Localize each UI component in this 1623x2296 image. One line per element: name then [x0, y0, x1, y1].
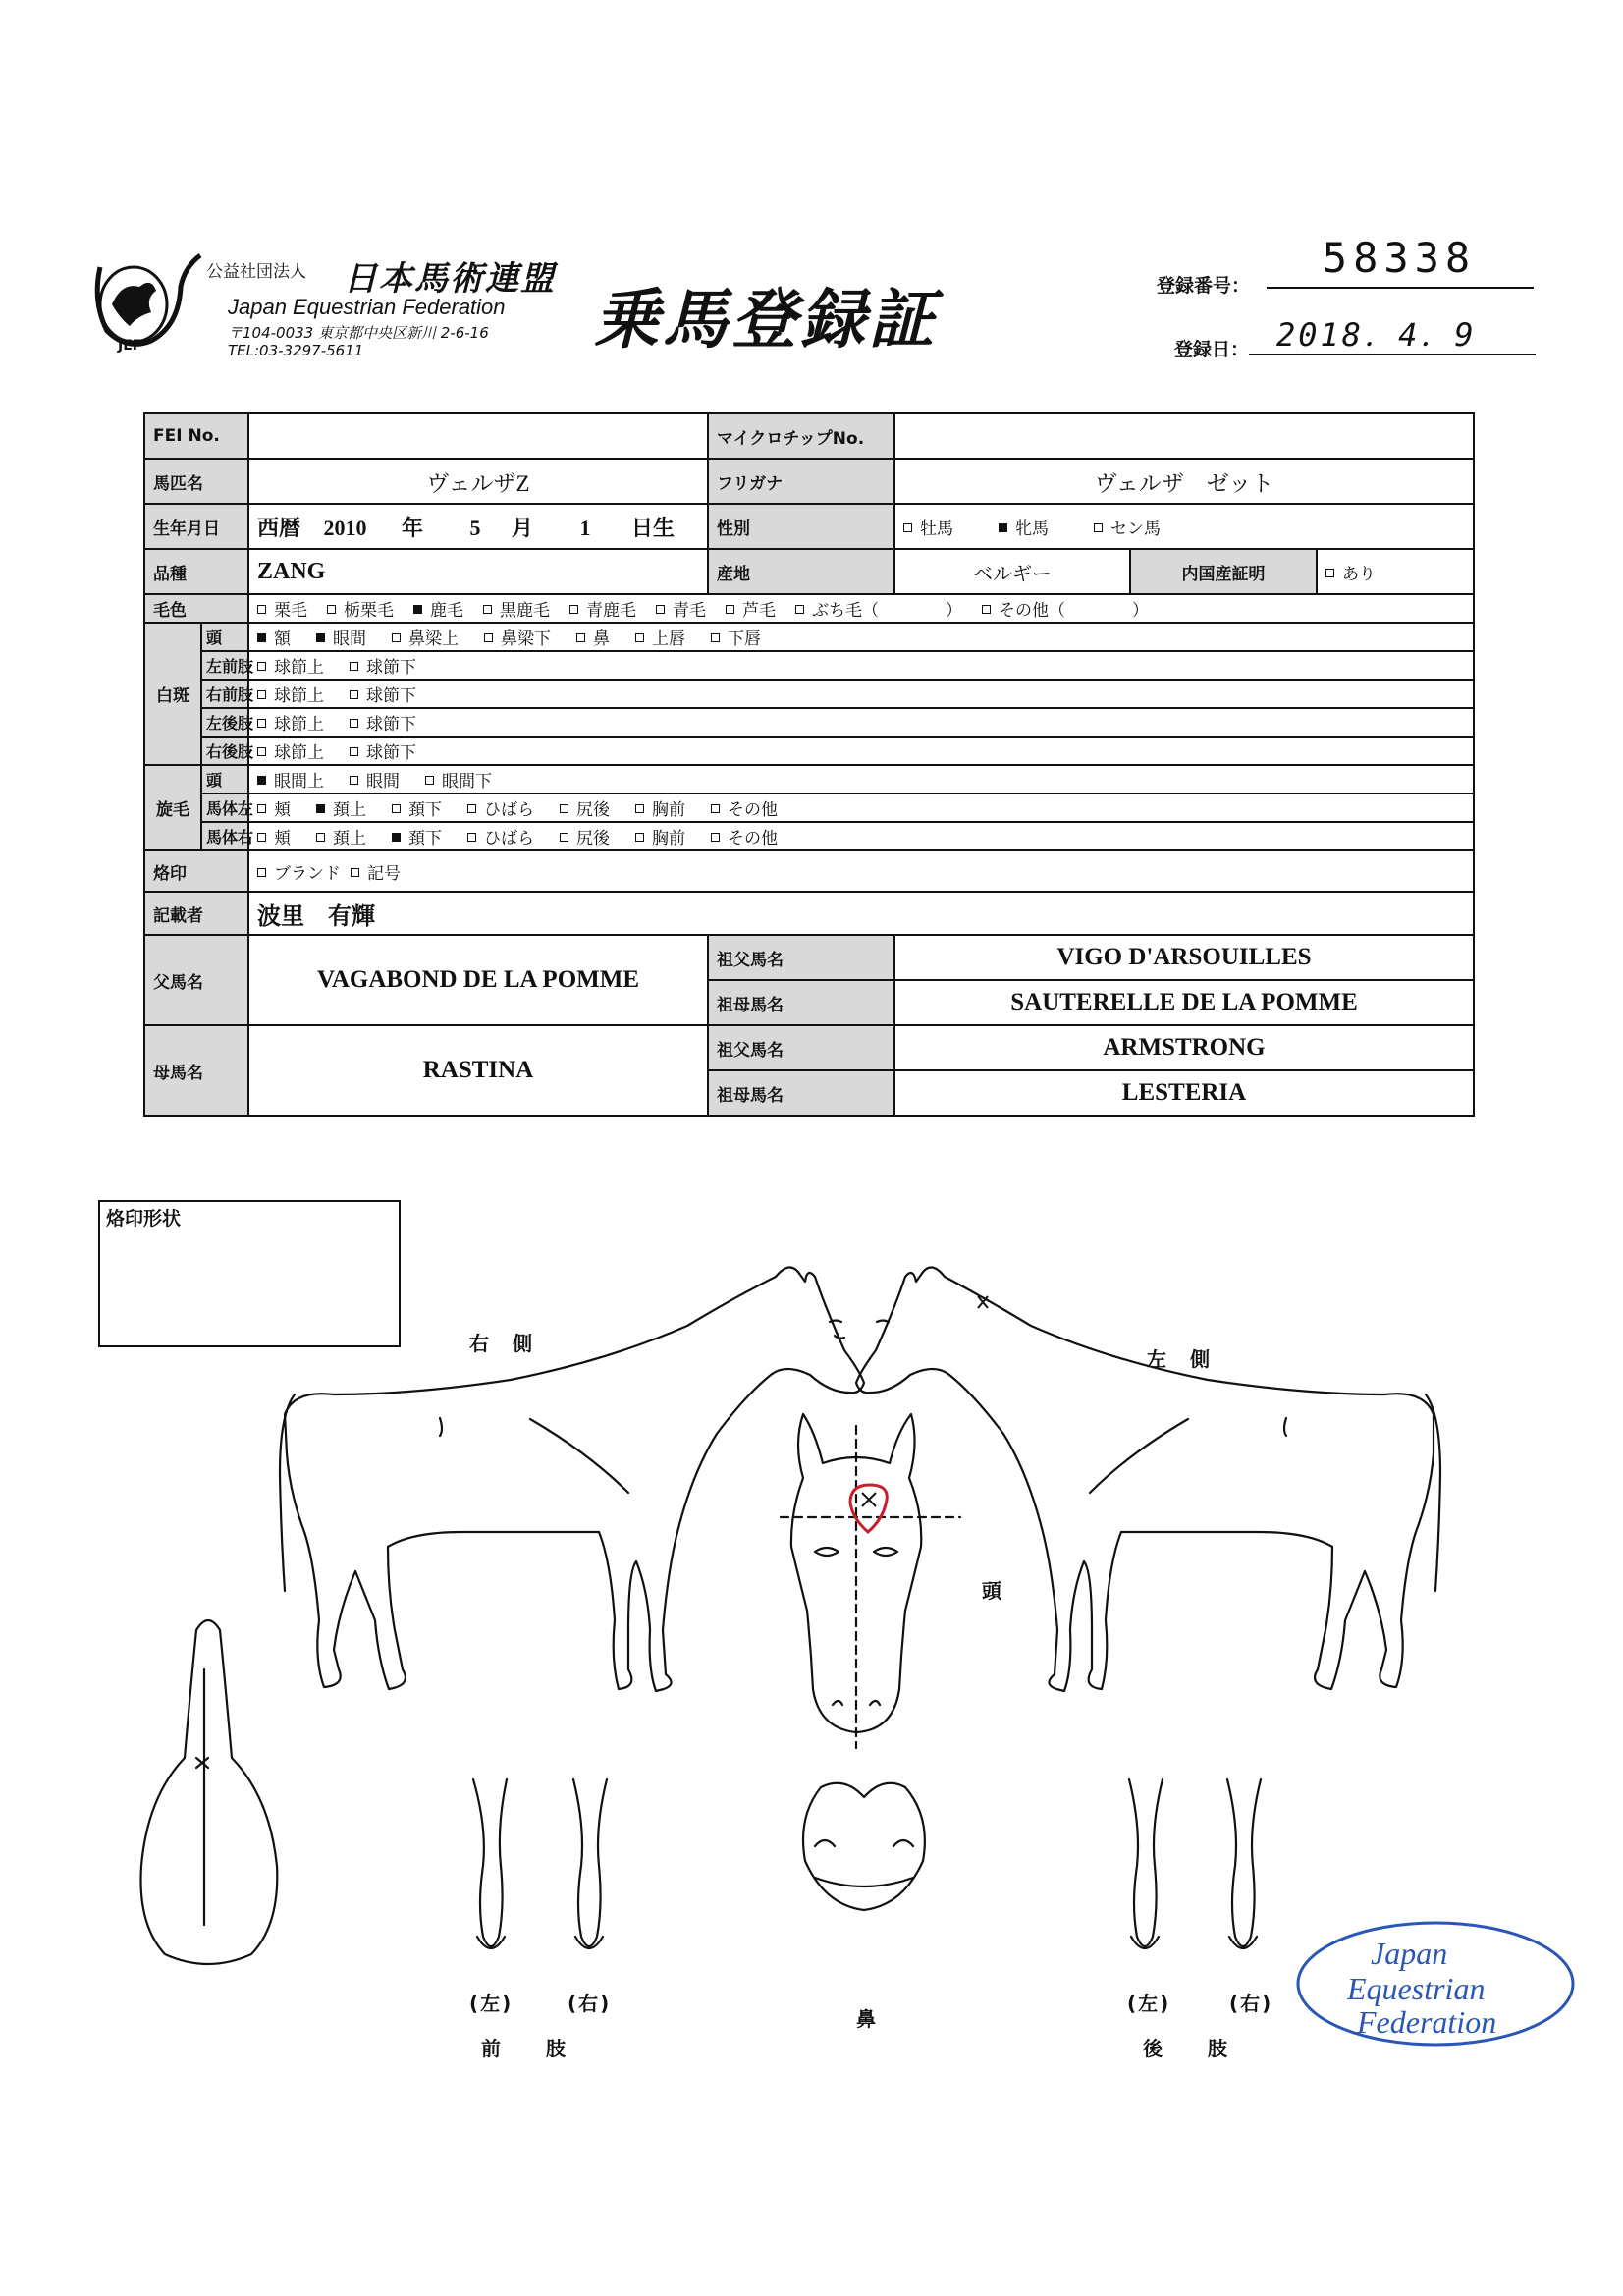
checkbox-unchecked[interactable] — [711, 804, 720, 813]
reg-date-label: 登録日： — [1174, 339, 1250, 360]
checkbox-option[interactable] — [726, 596, 776, 621]
checkbox-unchecked[interactable] — [711, 633, 720, 642]
checkbox-option[interactable] — [392, 795, 442, 820]
whorl-label: 旋毛 — [144, 765, 201, 850]
checkbox-option[interactable] — [316, 795, 366, 820]
checkbox-checked[interactable] — [999, 523, 1007, 532]
row-coat — [144, 594, 1474, 623]
checkbox-unchecked[interactable] — [576, 633, 585, 642]
checkbox-checked[interactable] — [257, 633, 266, 642]
gdam-label: 祖母馬名 — [708, 1070, 894, 1116]
jef-logo — [82, 247, 190, 355]
checkbox-label: 鼻 — [593, 629, 610, 649]
furigana-value: ヴェルザ ゼット — [894, 459, 1474, 504]
checkbox-label: 鹿毛 — [430, 601, 463, 621]
whorl-head-options — [248, 765, 1474, 793]
checkbox-label: 眼間 — [333, 629, 366, 649]
whorl-marks — [862, 1296, 988, 1506]
hind-right-paren: (右) — [1229, 1992, 1273, 2015]
row-white-lh — [144, 708, 1474, 737]
white-head-options — [248, 623, 1474, 651]
checkbox-checked[interactable] — [257, 776, 266, 785]
fore-left-paren: (左) — [469, 1992, 514, 2015]
checkbox-unchecked[interactable] — [656, 605, 665, 614]
checkbox-label: 頚下 — [408, 829, 442, 848]
horse-nose-front — [803, 1783, 925, 1910]
sire-grandsire: VIGO D'ARSOUILLES — [894, 935, 1474, 980]
checkbox-label: 球節上 — [274, 715, 324, 735]
checkbox-unchecked[interactable] — [635, 633, 644, 642]
row-whorl-right — [144, 822, 1474, 850]
sex-label: 性別 — [708, 504, 894, 549]
dob-month-unit: 月 — [512, 515, 534, 540]
reg-no-value: 58338 — [1322, 234, 1477, 282]
white-part: 左前肢 — [201, 651, 248, 680]
seal-line-2: Equestrian — [1347, 1971, 1486, 2006]
checkbox-checked[interactable] — [392, 833, 401, 842]
hind-left-paren: (左) — [1127, 1992, 1171, 2015]
checkbox-option[interactable] — [316, 824, 366, 848]
checkbox-label: セン馬 — [1110, 519, 1161, 539]
checkbox-label: 眼間 — [366, 772, 400, 792]
reg-no-label: 登録番号： — [1157, 275, 1251, 297]
checkbox-label: 頚下 — [408, 800, 442, 820]
checkbox-label: 頚上 — [333, 829, 366, 848]
whorl-part: 馬体右 — [201, 822, 248, 850]
checkbox-option[interactable] — [350, 682, 416, 706]
checkbox-option[interactable] — [1094, 515, 1161, 539]
chip-label: マイクロチップNo. — [708, 413, 894, 459]
checkbox-label: 尻後 — [576, 829, 610, 848]
checkbox-option[interactable] — [257, 795, 291, 820]
checkbox-unchecked[interactable] — [257, 868, 266, 877]
hindlimb-left — [1129, 1779, 1163, 1948]
org-address: 〒104-0033 東京都中央区新川 2-6-16 — [228, 324, 489, 342]
brand-options — [248, 850, 1474, 892]
checkbox-option[interactable] — [257, 596, 307, 621]
checkbox-option[interactable] — [257, 682, 324, 706]
dob-day: 1 — [579, 515, 591, 540]
checkbox-label: 球節上 — [274, 743, 324, 763]
checkbox-label: 胸前 — [652, 800, 685, 820]
row-name — [144, 459, 1474, 504]
checkbox-unchecked[interactable] — [392, 633, 401, 642]
checkbox-unchecked[interactable] — [635, 833, 644, 842]
horse-head-front — [781, 1414, 960, 1748]
checkbox-unchecked[interactable] — [350, 747, 358, 756]
domestic-label: 内国産証明 — [1130, 549, 1317, 594]
checkbox-option[interactable] — [560, 824, 610, 848]
dob-year: 2010 — [323, 515, 367, 540]
checkbox-unchecked[interactable] — [351, 868, 359, 877]
document-title: 乗馬登録証 — [594, 282, 938, 357]
checkbox-unchecked[interactable] — [257, 804, 266, 813]
checkbox-label: 青毛 — [673, 601, 706, 621]
checkbox-unchecked[interactable] — [711, 833, 720, 842]
checkbox-label: ひばら — [484, 800, 534, 820]
checkbox-label: 頬 — [274, 800, 291, 820]
checkbox-label: 青鹿毛 — [586, 601, 636, 621]
furigana-label: フリガナ — [708, 459, 894, 504]
org-corp-type: 公益社団法人 — [206, 262, 306, 282]
dam-grandsire: ARMSTRONG — [894, 1025, 1474, 1070]
checkbox-label: 球節上 — [274, 686, 324, 706]
checkbox-unchecked[interactable] — [726, 605, 734, 614]
checkbox-option[interactable] — [467, 795, 534, 820]
checkbox-option[interactable] — [257, 738, 324, 763]
checkbox-option[interactable] — [392, 824, 442, 848]
checkbox-label: 牡馬 — [920, 519, 953, 539]
white-part: 右前肢 — [201, 680, 248, 708]
white-lh-options — [248, 708, 1474, 737]
name-label: 馬匹名 — [144, 459, 248, 504]
checkbox-option[interactable] — [635, 824, 685, 848]
checkbox-unchecked[interactable] — [350, 662, 358, 671]
white-part: 頭 — [201, 623, 248, 651]
checkbox-label: 牝馬 — [1015, 519, 1049, 539]
white-part: 左後肢 — [201, 708, 248, 737]
checkbox-label: その他 — [728, 800, 778, 820]
checkbox-option[interactable] — [1325, 560, 1376, 584]
white-lf-options — [248, 651, 1474, 680]
recorder-value: 波里 有輝 — [248, 892, 1474, 935]
checkbox-label: その他（ ） — [999, 601, 1149, 621]
domestic-option — [1317, 549, 1474, 594]
checkbox-unchecked[interactable] — [257, 719, 266, 728]
forelimb-right — [573, 1779, 607, 1948]
checkbox-label: 胸前 — [652, 829, 685, 848]
white-label: 白斑 — [144, 623, 201, 765]
seal-line-3: Federation — [1357, 2004, 1497, 2040]
dob-label: 生年月日 — [144, 504, 248, 549]
fei-value — [248, 413, 708, 459]
seal-line-1: Japan — [1371, 1936, 1448, 1971]
checkbox-option[interactable] — [576, 625, 610, 649]
dob-month: 5 — [469, 515, 481, 540]
fore-right-paren: (右) — [568, 1992, 612, 2015]
checkbox-label: 眼間上 — [274, 772, 324, 792]
checkbox-label: 眼間下 — [442, 772, 492, 792]
origin-value: ベルギー — [894, 549, 1130, 594]
row-dob — [144, 504, 1474, 549]
checkbox-unchecked[interactable] — [257, 662, 266, 671]
checkbox-option[interactable] — [795, 596, 962, 621]
checkbox-checked[interactable] — [413, 605, 422, 614]
checkbox-unchecked[interactable] — [350, 776, 358, 785]
sire-label: 父馬名 — [144, 935, 248, 1025]
sex-options — [894, 504, 1474, 549]
dam-granddam: LESTERIA — [894, 1070, 1474, 1116]
whorl-part: 頭 — [201, 765, 248, 793]
breed-value: ZANG — [248, 549, 708, 594]
gsire-label: 祖父馬名 — [708, 935, 894, 980]
checkbox-label: 栃栗毛 — [344, 601, 394, 621]
forelimb-left — [473, 1779, 507, 1948]
checkbox-option[interactable] — [569, 596, 636, 621]
checkbox-label: 記号 — [367, 863, 401, 884]
checkbox-label: 球節上 — [274, 658, 324, 678]
checkbox-label: 下唇 — [728, 629, 761, 649]
white-rf-options — [248, 680, 1474, 708]
whorl-right-options — [248, 822, 1474, 850]
checkbox-unchecked[interactable] — [1094, 523, 1103, 532]
checkbox-unchecked[interactable] — [982, 605, 991, 614]
org-name-ja: 日本馬術連盟 — [344, 259, 556, 299]
checkbox-unchecked[interactable] — [316, 833, 325, 842]
checkbox-unchecked[interactable] — [903, 523, 912, 532]
logo-text: JEF — [118, 338, 142, 354]
sire-value: VAGABOND DE LA POMME — [248, 935, 708, 1025]
checkbox-unchecked[interactable] — [795, 605, 804, 614]
org-tel: TEL:03-3297-5611 — [228, 342, 364, 359]
checkbox-option[interactable] — [425, 767, 492, 792]
checkbox-option[interactable] — [350, 738, 416, 763]
whorl-part: 馬体左 — [201, 793, 248, 822]
brand-shape-box — [98, 1200, 401, 1347]
org-name-en: Japan Equestrian Federation — [228, 295, 506, 319]
reg-date-underline — [1249, 354, 1536, 355]
checkbox-unchecked[interactable] — [257, 690, 266, 699]
chip-value — [894, 413, 1474, 459]
dob-era: 西暦 — [257, 515, 301, 540]
dob-value — [248, 504, 708, 549]
sire-granddam: SAUTERELLE DE LA POMME — [894, 980, 1474, 1025]
row-sire-1 — [144, 935, 1474, 980]
checkbox-option[interactable] — [903, 515, 953, 539]
head-label: 頭 — [982, 1579, 1003, 1603]
reg-no-underline — [1267, 287, 1534, 289]
nose-label: 鼻 — [856, 2007, 878, 2031]
checkbox-unchecked[interactable] — [560, 833, 568, 842]
checkbox-label: ひばら — [484, 829, 534, 848]
checkbox-label: 頚上 — [333, 800, 366, 820]
checkbox-label: あり — [1342, 564, 1376, 584]
checkbox-label: 球節下 — [366, 658, 416, 678]
checkbox-unchecked[interactable] — [327, 605, 336, 614]
recorder-label: 記載者 — [144, 892, 248, 935]
checkbox-unchecked[interactable] — [569, 605, 578, 614]
checkbox-label: 黒鹿毛 — [500, 601, 550, 621]
checkbox-option[interactable] — [560, 795, 610, 820]
checkbox-label: ぶち毛（ ） — [812, 601, 962, 621]
horse-left-side — [856, 1267, 1440, 1691]
row-recorder — [144, 892, 1474, 935]
left-side-label: 左 側 — [1147, 1347, 1212, 1371]
dob-year-unit: 年 — [402, 515, 424, 540]
checkbox-unchecked[interactable] — [392, 804, 401, 813]
forelimb-label: 前 肢 — [481, 2037, 568, 2060]
origin-label: 産地 — [708, 549, 894, 594]
checkbox-unchecked[interactable] — [467, 804, 476, 813]
checkbox-option[interactable] — [413, 596, 463, 621]
brand-shape-label: 烙印形状 — [106, 1208, 182, 1230]
hindlimb-label: 後 肢 — [1143, 2037, 1229, 2060]
dam-value: RASTINA — [248, 1025, 708, 1116]
checkbox-option[interactable] — [635, 795, 685, 820]
coat-label: 毛色 — [144, 594, 248, 623]
breed-label: 品種 — [144, 549, 248, 594]
name-value: ヴェルザZ — [248, 459, 708, 504]
brand-label: 烙印 — [144, 850, 248, 892]
checkbox-unchecked[interactable] — [484, 633, 493, 642]
checkbox-option[interactable] — [257, 859, 341, 884]
checkbox-option[interactable] — [316, 625, 366, 649]
checkbox-option[interactable] — [483, 596, 550, 621]
checkbox-label: 球節下 — [366, 743, 416, 763]
checkbox-option[interactable] — [982, 596, 1149, 621]
row-breed — [144, 549, 1474, 594]
registration-form-table — [143, 412, 1475, 1117]
checkbox-option[interactable] — [711, 795, 778, 820]
checkbox-label: 鼻梁下 — [501, 629, 551, 649]
checkbox-unchecked[interactable] — [1325, 569, 1334, 577]
checkbox-option[interactable] — [257, 625, 291, 649]
checkbox-unchecked[interactable] — [467, 833, 476, 842]
checkbox-option[interactable] — [392, 625, 459, 649]
white-part: 右後肢 — [201, 737, 248, 765]
checkbox-option[interactable] — [257, 653, 324, 678]
checkbox-option[interactable] — [467, 824, 534, 848]
hindlimb-right — [1227, 1779, 1261, 1948]
checkbox-label: 尻後 — [576, 800, 610, 820]
checkbox-unchecked[interactable] — [257, 605, 266, 614]
checkbox-checked[interactable] — [316, 804, 325, 813]
checkbox-option[interactable] — [999, 515, 1049, 539]
org-contact — [228, 324, 489, 359]
right-side-label: 右 側 — [469, 1332, 534, 1355]
row-white-rf — [144, 680, 1474, 708]
checkbox-unchecked[interactable] — [635, 804, 644, 813]
checkbox-label: 芦毛 — [742, 601, 776, 621]
checkbox-unchecked[interactable] — [483, 605, 492, 614]
white-rh-options — [248, 737, 1474, 765]
checkbox-option[interactable] — [350, 653, 416, 678]
row-fei — [144, 413, 1474, 459]
checkbox-unchecked[interactable] — [425, 776, 434, 785]
row-white-head — [144, 623, 1474, 651]
row-brand — [144, 850, 1474, 892]
coat-options — [248, 594, 1474, 623]
checkbox-unchecked[interactable] — [257, 833, 266, 842]
checkbox-option[interactable] — [711, 824, 778, 848]
checkbox-label: 球節下 — [366, 686, 416, 706]
checkbox-unchecked[interactable] — [560, 804, 568, 813]
row-whorl-left — [144, 793, 1474, 822]
checkbox-unchecked[interactable] — [350, 690, 358, 699]
jef-seal-stamp — [1292, 1917, 1579, 2050]
checkbox-label: 栗毛 — [274, 601, 307, 621]
checkbox-option[interactable] — [635, 625, 685, 649]
checkbox-label: 上唇 — [652, 629, 685, 649]
checkbox-option[interactable] — [327, 596, 394, 621]
horse-top-view — [141, 1620, 278, 1964]
checkbox-option[interactable] — [484, 625, 551, 649]
checkbox-option[interactable] — [257, 767, 324, 792]
reg-date-value: 2018．4．9 — [1276, 316, 1477, 354]
checkbox-option[interactable] — [350, 767, 400, 792]
forehead-marking — [850, 1485, 887, 1532]
checkbox-unchecked[interactable] — [350, 719, 358, 728]
checkbox-option[interactable] — [711, 625, 761, 649]
whorl-left-options — [248, 793, 1474, 822]
checkbox-label: 額 — [274, 629, 291, 649]
dob-day-unit: 日生 — [631, 515, 676, 540]
checkbox-checked[interactable] — [316, 633, 325, 642]
gdam-label: 祖母馬名 — [708, 980, 894, 1025]
checkbox-label: 球節下 — [366, 715, 416, 735]
row-white-lf — [144, 651, 1474, 680]
gsire-label: 祖父馬名 — [708, 1025, 894, 1070]
checkbox-option[interactable] — [350, 710, 416, 735]
dam-label: 母馬名 — [144, 1025, 248, 1116]
checkbox-unchecked[interactable] — [257, 747, 266, 756]
checkbox-option[interactable] — [257, 710, 324, 735]
checkbox-label: 頬 — [274, 829, 291, 848]
checkbox-option[interactable] — [351, 859, 401, 884]
fei-label: FEI No. — [144, 413, 248, 459]
row-dam-1 — [144, 1025, 1474, 1070]
row-whorl-head — [144, 765, 1474, 793]
checkbox-option[interactable] — [656, 596, 706, 621]
checkbox-option[interactable] — [257, 824, 291, 848]
row-white-rh — [144, 737, 1474, 765]
checkbox-label: その他 — [728, 829, 778, 848]
checkbox-label: 鼻梁上 — [408, 629, 459, 649]
checkbox-label: ブランド — [274, 863, 341, 884]
